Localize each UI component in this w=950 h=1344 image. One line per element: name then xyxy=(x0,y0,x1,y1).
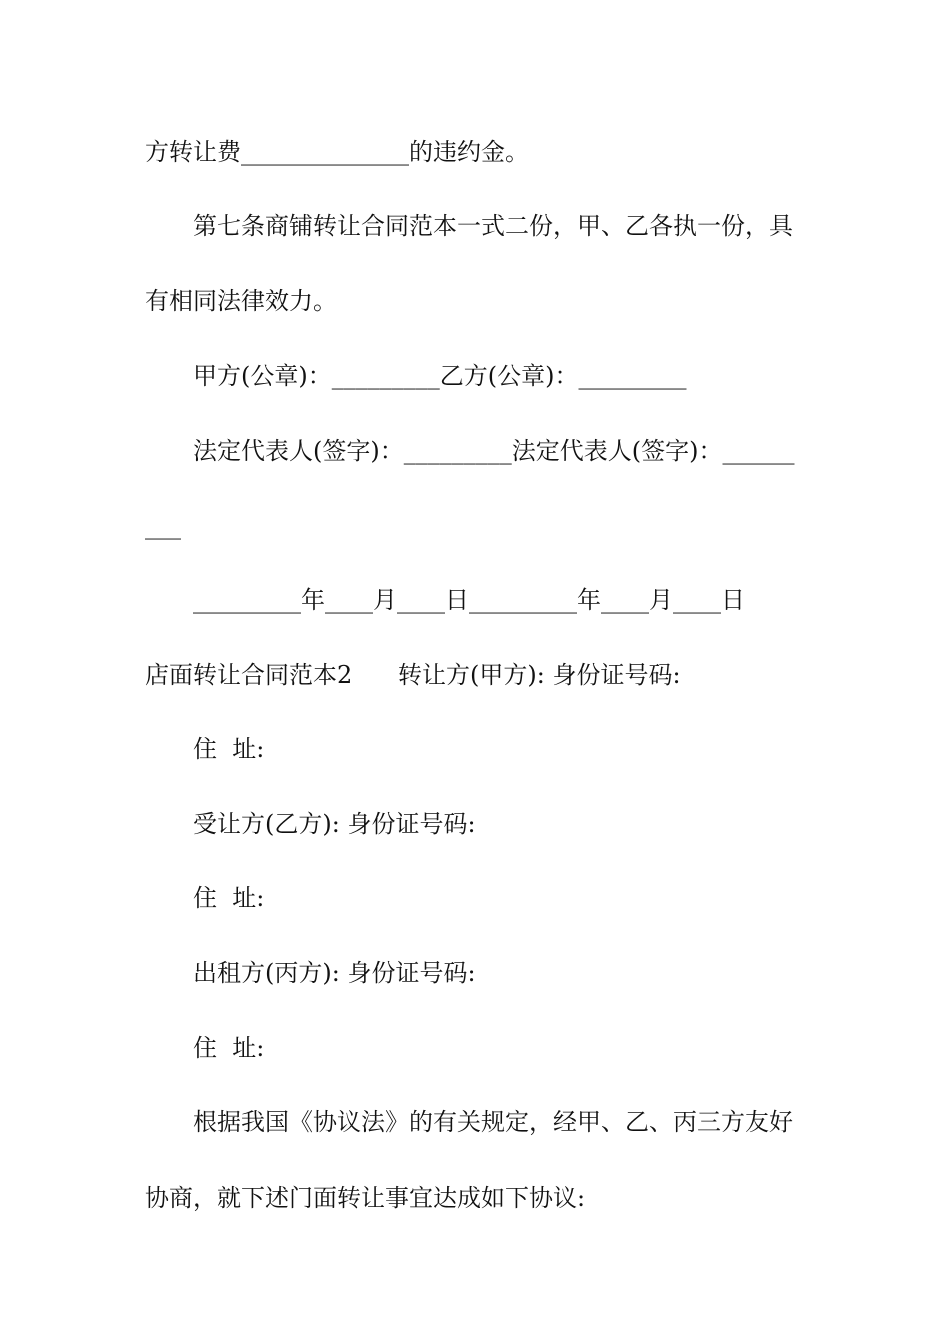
address-line-transferor: 住 址: xyxy=(193,735,265,763)
lessor-line: 出租方(丙方): 身份证号码: xyxy=(193,959,476,987)
contract-title-transferor: 店面转让合同范本2 转让方(甲方): 身份证号码: xyxy=(145,661,681,689)
paragraph-line-agreement-cont: 协商，就下述门面转让事宜达成如下协议: xyxy=(145,1184,586,1212)
paragraph-line-agreement: 根据我国《协议法》的有关规定，经甲、乙、丙三方友好 xyxy=(193,1108,793,1136)
signature-seal-line: 甲方(公章)：_________乙方(公章)：_________ xyxy=(193,362,687,390)
signature-representative-line-cont: ___ xyxy=(145,512,181,540)
signature-representative-line: 法定代表人(签字)：_________法定代表人(签字)：______ xyxy=(193,437,795,465)
address-line-transferee: 住 址: xyxy=(193,884,265,912)
paragraph-line-article7: 第七条商铺转让合同范本一式二份，甲、乙各执一份，具 xyxy=(193,212,793,240)
paragraph-line-article7-cont: 有相同法律效力。 xyxy=(145,287,337,315)
address-line-lessor: 住 址: xyxy=(193,1034,265,1062)
paragraph-line-penalty: 方转让费______________的违约金。 xyxy=(145,138,529,166)
transferee-line: 受让方(乙方): 身份证号码: xyxy=(193,810,476,838)
date-line: _________年____月____日_________年____月____日 xyxy=(193,586,745,614)
